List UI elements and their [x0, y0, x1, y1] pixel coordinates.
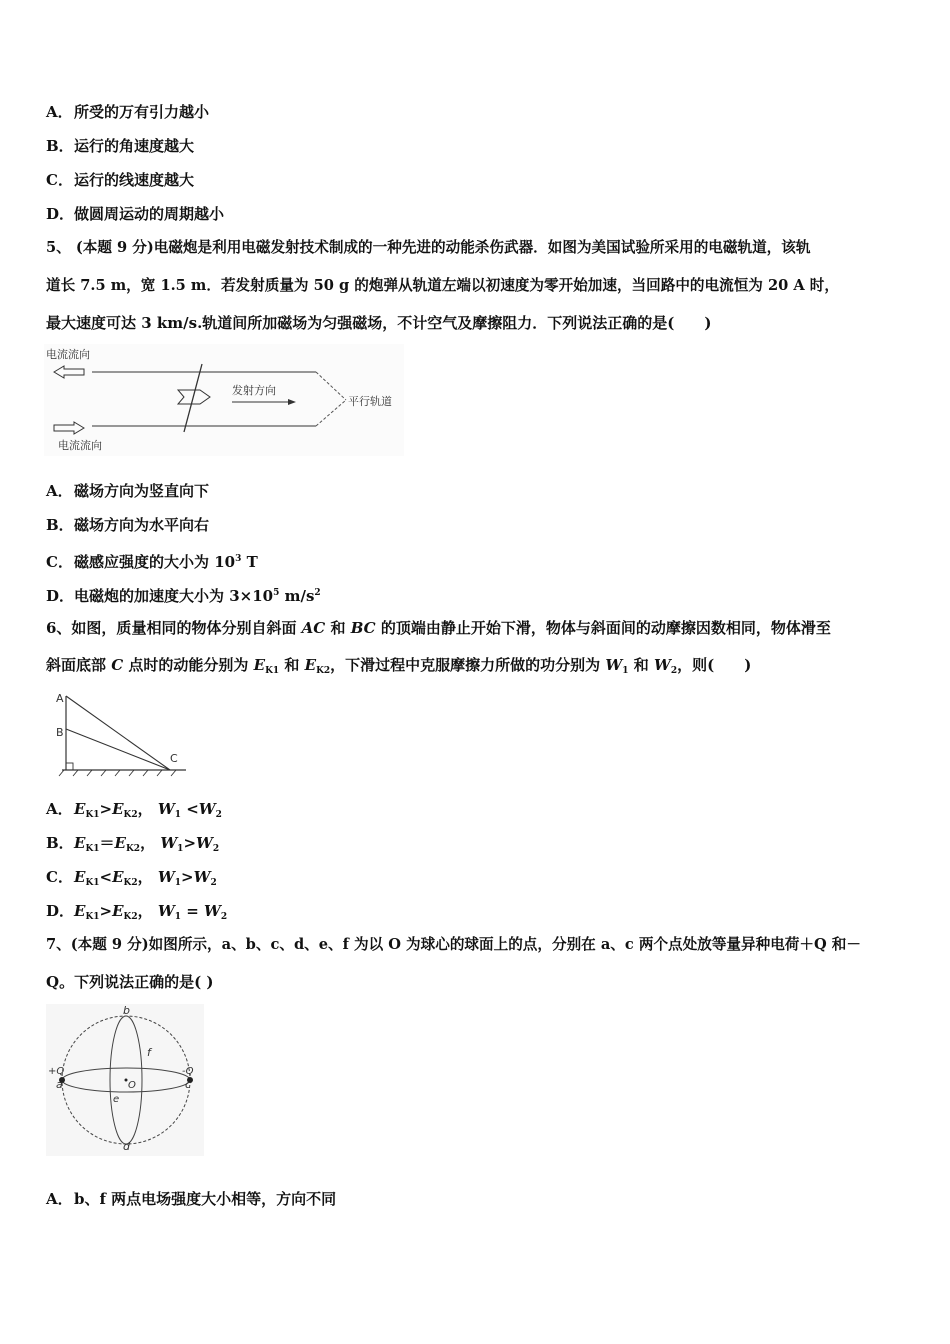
q6-stem-line1: 6、如图，质量相同的物体分别自斜面 AC 和 BC 的顶端由静止开始下滑，物体与斜面间的动摩擦因数相同，物体滑至 [46, 619, 831, 637]
q5-label-launch-direction: 发射方向 [232, 384, 276, 397]
q7-option-a: A．b、f 两点电场强度大小相等，方向不同 [46, 1190, 337, 1208]
q4-option-c: C．运行的线速度越大 [46, 171, 195, 189]
q7-label-minus-q: -Q [182, 1066, 194, 1077]
q5-label-current-bottom: 电流流向 [58, 439, 102, 452]
q5-stem-line1: 5、 (本题 9 分)电磁炮是利用电磁发射技术制成的一种先进的动能杀伤武器．如图为美国试验所采用的电磁轨道，该轨 [46, 239, 811, 256]
q5-label-rails: 平行轨道 [348, 395, 392, 408]
q4-option-b: B．运行的角速度越大 [46, 137, 195, 155]
q7-label-c: c [185, 1078, 192, 1091]
q6-option-a: A．$E_{K1}>E_{K2}$， $W_1 <W_2$ [46, 800, 222, 820]
q7-label-d: d [123, 1140, 130, 1153]
q7-stem-line1: 7、(本题 9 分)如图所示，a、b、c、d、e、f 为以 O 为球心的球面上的点，分别在 a、c 两个点处放等量异种电荷＋Q 和－ [46, 936, 861, 953]
q6-slope-bc [66, 729, 170, 770]
q6-slope-ac [66, 696, 170, 770]
q7-label-a: a [56, 1078, 63, 1091]
q5-option-d: D．电磁炮的加速度大小为 $3\times 10^5$ $m/s^2$ [46, 587, 321, 605]
q5-option-a: A．磁场方向为竖直向下 [46, 482, 210, 500]
q6-incline-figure [48, 686, 194, 780]
q5-option-c: C．磁感应强度的大小为 $10^3$ T [46, 553, 258, 571]
q5-stem-line2: 道长 7.5 m，宽 1.5 m．若发射质量为 50 g 的炮弹从轨道左端以初速度为零开始加速，当回路中的电流恒为 20 A 时， [46, 277, 839, 294]
q7-label-o: O [128, 1080, 136, 1091]
q6-option-b: B．$E_{K1}=E_{K2}$， $W_1>W_2$ [46, 834, 220, 854]
q7-label-plus-q: +Q [48, 1066, 65, 1077]
q6-stem-line2: 斜面底部 C 点时的动能分别为 $E_{K1}$ 和 $E_{K2}$，下滑过程中克服摩擦力所做的功分别为 $W_1$ 和 $W_2$，则( ) [46, 656, 752, 676]
q5-label-current-top: 电流流向 [46, 348, 90, 361]
q7-stem-line2: Q。下列说法正确的是( ) [46, 973, 214, 991]
q4-option-a: A．所受的万有引力越小 [46, 103, 210, 121]
right-angle-icon [66, 763, 73, 770]
q6-label-b: B [56, 726, 64, 739]
q7-sphere-figure [46, 1004, 204, 1156]
q7-label-f: f [147, 1046, 151, 1059]
q6-option-d: D．$E_{K1}>E_{K2}$， $W_1 = W_2$ [46, 902, 228, 922]
q6-label-a: A [56, 692, 64, 705]
q6-label-c: C [170, 752, 178, 765]
q7-label-e: e [113, 1094, 120, 1105]
q5-option-b: B．磁场方向为水平向右 [46, 516, 210, 534]
q5-stem-line3: 最大速度可达 3 km/s.轨道间所加磁场为匀强磁场，不计空气及摩擦阻力．下列说法正确的是( ) [46, 314, 712, 332]
q6-option-c: C．$E_{K1}<E_{K2}$， $W_1>W_2$ [46, 868, 217, 888]
q5-rail-figure [44, 344, 404, 456]
q7-label-b: b [123, 1004, 130, 1017]
q4-option-d: D．做圆周运动的周期越小 [46, 205, 225, 223]
